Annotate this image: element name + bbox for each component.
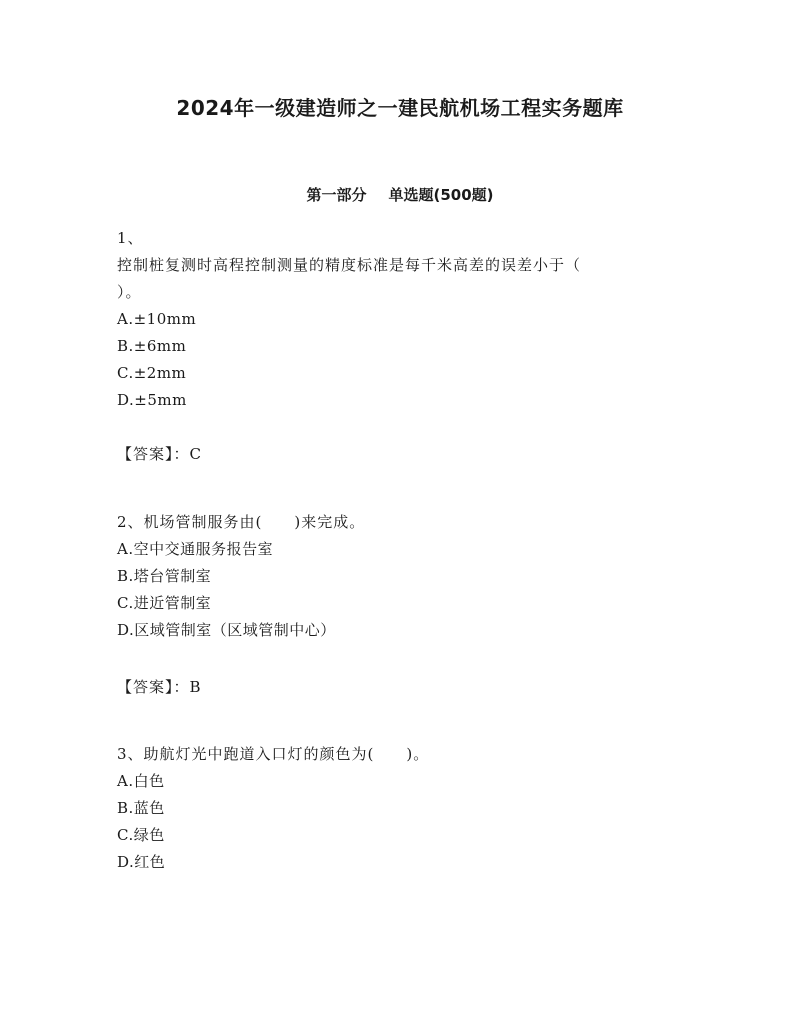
question-2-stem: 2、机场管制服务由( )来完成。 xyxy=(117,513,366,531)
question-2-option-c: C.进近管制室 xyxy=(117,594,212,612)
section-part: 第一部分 xyxy=(306,186,367,204)
question-1-option-a: A.±10mm xyxy=(117,310,197,328)
question-1-stem-line1: 控制桩复测时高程控制测量的精度标准是每千米高差的误差小于（ xyxy=(117,256,582,274)
answer-label: 【答案】： xyxy=(117,678,190,696)
question-1-option-d: D.±5mm xyxy=(117,391,187,409)
question-2-option-d: D.区域管制室（区域管制中心） xyxy=(117,621,336,639)
question-2-answer xyxy=(117,675,202,699)
question-3-option-d: D.红色 xyxy=(117,853,166,871)
section-heading xyxy=(0,183,800,207)
section-name: 单选题(500题) xyxy=(388,186,494,204)
question-1-option-c: C.±2mm xyxy=(117,364,187,382)
question-3-option-c: C.绿色 xyxy=(117,826,165,844)
question-2-option-b: B.塔台管制室 xyxy=(117,567,212,585)
question-2-option-a: A.空中交通服务报告室 xyxy=(117,540,274,558)
question-1-answer xyxy=(117,442,202,466)
question-3-option-a: A.白色 xyxy=(117,772,165,790)
question-3-option-b: B.蓝色 xyxy=(117,799,165,817)
question-1-number: 1、 xyxy=(117,229,144,247)
question-3-stem: 3、助航灯光中跑道入口灯的颜色为( )。 xyxy=(117,745,430,763)
document-title: 2024年一级建造师之一建民航机场工程实务题库 xyxy=(176,96,624,120)
answer-value: C xyxy=(189,445,202,463)
question-1-stem-line2: ）。 xyxy=(117,283,142,301)
answer-label: 【答案】： xyxy=(117,445,190,463)
answer-value: B xyxy=(189,678,202,696)
question-1-option-b: B.±6mm xyxy=(117,337,187,355)
